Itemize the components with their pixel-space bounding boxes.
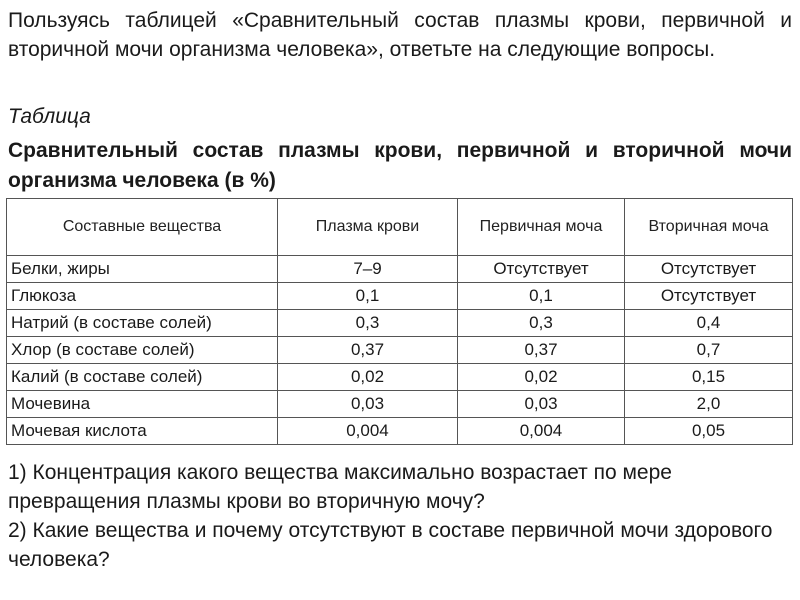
substance-name: Натрий (в составе солей): [7, 310, 278, 337]
table-title: Сравнительный состав плазмы крови, первичной и вторичной мочи организма человека (в %): [8, 139, 792, 192]
substance-name: Глюкоза: [7, 283, 278, 310]
secondary-urine-value: Отсутствует: [625, 283, 793, 310]
plasma-value: 0,37: [278, 337, 458, 364]
substance-name: Хлор (в составе солей): [7, 337, 278, 364]
secondary-urine-value: 0,4: [625, 310, 793, 337]
table-row: [7, 364, 793, 391]
table-row: [7, 256, 793, 283]
secondary-urine-value: 0,7: [625, 337, 793, 364]
table-row: [7, 391, 793, 418]
header-primary-urine: Первичная моча: [458, 199, 625, 256]
primary-urine-value: 0,37: [458, 337, 625, 364]
substance-name: Мочевина: [7, 391, 278, 418]
substance-name: Белки, жиры: [7, 256, 278, 283]
header-secondary-urine: Вторичная моча: [625, 199, 793, 256]
table-row: [7, 337, 793, 364]
primary-urine-value: Отсутствует: [458, 256, 625, 283]
table-row: [7, 310, 793, 337]
table-row: [7, 418, 793, 445]
question-1: 1) Концентрация какого вещества максимально возрастает по мере превращения плазмы крови во вторичную мочу?: [8, 461, 672, 513]
question-2: 2) Какие вещества и почему отсутствуют в составе первичной мочи здорового человека?: [8, 519, 773, 571]
primary-urine-value: 0,03: [458, 391, 625, 418]
header-blood-plasma: Плазма крови: [278, 199, 458, 256]
table-row: [7, 283, 793, 310]
composition-table: [6, 198, 793, 445]
plasma-value: 7–9: [278, 256, 458, 283]
substance-name: Калий (в составе солей): [7, 364, 278, 391]
table-header-row: [7, 199, 793, 256]
primary-urine-value: 0,3: [458, 310, 625, 337]
primary-urine-value: 0,004: [458, 418, 625, 445]
primary-urine-value: 0,02: [458, 364, 625, 391]
header-substances: Составные вещества: [7, 199, 278, 256]
secondary-urine-value: Отсутствует: [625, 256, 793, 283]
questions-block: [8, 458, 788, 574]
table-label: Таблица: [8, 105, 91, 128]
plasma-value: 0,004: [278, 418, 458, 445]
secondary-urine-value: 0,15: [625, 364, 793, 391]
secondary-urine-value: 2,0: [625, 391, 793, 418]
plasma-value: 0,02: [278, 364, 458, 391]
intro-paragraph: Пользуясь таблицей «Сравнительный состав плазмы крови, первичной и вторичной мочи организма человека», ответьте на следующие вопросы.: [8, 9, 792, 61]
primary-urine-value: 0,1: [458, 283, 625, 310]
substance-name: Мочевая кислота: [7, 418, 278, 445]
plasma-value: 0,03: [278, 391, 458, 418]
plasma-value: 0,1: [278, 283, 458, 310]
secondary-urine-value: 0,05: [625, 418, 793, 445]
plasma-value: 0,3: [278, 310, 458, 337]
